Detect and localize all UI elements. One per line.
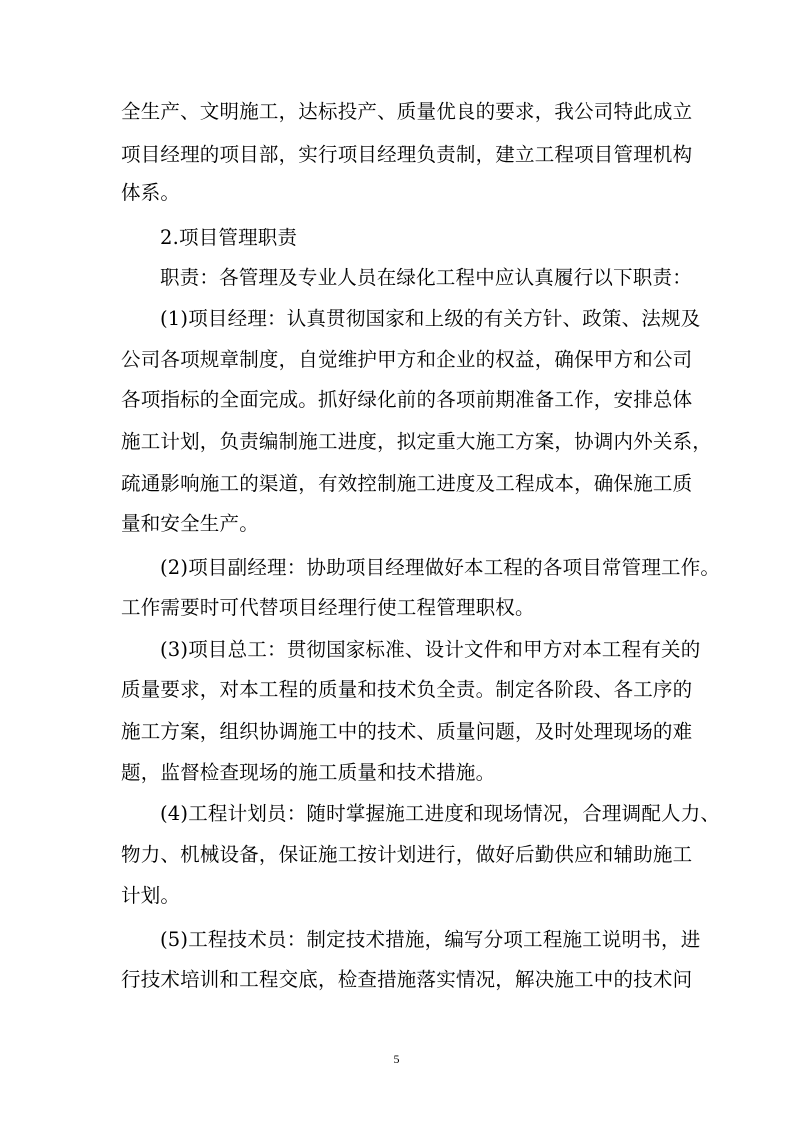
text-line: (2)项目副经理：协助项目经理做好本工程的各项目常管理工作。 [160, 556, 721, 579]
text-line: 行技术培训和工程交底，检查措施落实情况，解决施工中的技术问 [121, 968, 693, 991]
text-line: 计划。 [121, 884, 181, 907]
text-line: 题，监督检查现场的施工质量和技术措施。 [121, 761, 496, 784]
text-line: 体系。 [121, 181, 181, 204]
text-line: 质量要求，对本工程的质量和技术负全责。制定各阶段、各工序的 [121, 678, 693, 701]
text-line: (4)工程计划员：随时掌握施工进度和现场情况，合理调配人力、 [160, 802, 721, 825]
text-line: 物力、机械设备，保证施工按计划进行，做好后勤供应和辅助施工 [121, 843, 693, 866]
text-line: (5)工程技术员：制定技术措施，编写分项工程施工说明书，进 [160, 928, 701, 951]
text-line: 施工计划，负责编制施工进度，拟定重大施工方案，协调内外关系， [121, 430, 713, 453]
section-heading: 2.项目管理职责 [160, 226, 298, 249]
text-line: 疏通影响施工的渠道，有效控制施工进度及工程成本，确保施工质 [121, 472, 693, 495]
text-line: 职责：各管理及专业人员在绿化工程中应认真履行以下职责： [160, 266, 692, 289]
text-line: 工作需要时可代替项目经理行使工程管理职权。 [121, 596, 535, 619]
page-number: 5 [393, 1052, 400, 1066]
text-line: 施工方案，组织协调施工中的技术、质量问题，及时处理现场的难 [121, 720, 693, 743]
text-line: 量和安全生产。 [121, 512, 259, 535]
text-line: 各项指标的全面完成。抓好绿化前的各项前期准备工作，安排总体 [121, 388, 693, 411]
text-line: 全生产、文明施工，达标投产、质量优良的要求，我公司特此成立 [121, 100, 693, 123]
text-line: (1)项目经理：认真贯彻国家和上级的有关方针、政策、法规及 [160, 307, 701, 330]
text-line: 公司各项规章制度，自觉维护甲方和企业的权益，确保甲方和公司 [121, 348, 693, 371]
text-line: 项目经理的项目部，实行项目经理负责制，建立工程项目管理机构 [121, 143, 693, 166]
text-line: (3)项目总工：贯彻国家标准、设计文件和甲方对本工程有关的 [160, 638, 701, 661]
